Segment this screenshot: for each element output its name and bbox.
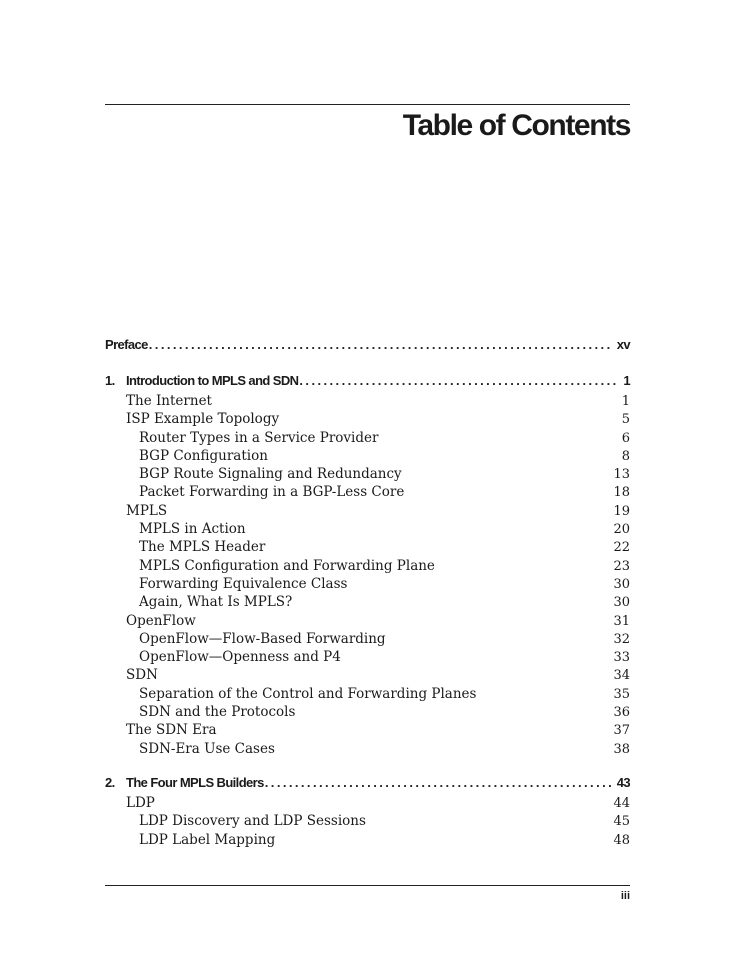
toc-page-number: 22 [613, 540, 630, 556]
chapter-title: Introduction to MPLS and SDN [126, 373, 299, 388]
toc-page-number: 33 [613, 650, 630, 666]
toc-page-number: 13 [613, 467, 630, 483]
toc-entry[interactable] [105, 612, 630, 630]
toc-entry-label: Preface [105, 337, 148, 352]
toc-subentry[interactable] [105, 429, 630, 447]
dot-leader [149, 334, 613, 356]
toc-page-number: 18 [613, 485, 630, 501]
toc-entry-label: OpenFlow—Openness and P4 [139, 649, 341, 666]
toc-subentry[interactable] [105, 520, 630, 538]
toc-entry-label: BGP Route Signaling and Redundancy [139, 466, 402, 483]
toc-subentry[interactable] [105, 465, 630, 483]
toc-entry-label: Again, What Is MPLS? [139, 594, 293, 611]
bottom-rule [105, 885, 630, 886]
toc-page-number: 23 [613, 558, 630, 574]
toc-subentry[interactable] [105, 740, 630, 758]
toc-subentry[interactable] [105, 593, 630, 611]
toc-page-number: 31 [613, 613, 630, 629]
toc-entry-label: OpenFlow—Flow-Based Forwarding [139, 630, 386, 647]
toc-subentry[interactable] [105, 575, 630, 593]
toc-page-number: 48 [613, 832, 630, 848]
toc-entry-label: Separation of the Control and Forwarding Planes [139, 685, 477, 702]
toc-subentry[interactable] [105, 538, 630, 556]
toc-entry-label: The MPLS Header [139, 539, 266, 556]
toc-page-number: 19 [613, 503, 630, 519]
toc-entry-label: SDN [126, 667, 158, 684]
toc-entry-label: The Internet [126, 393, 212, 409]
toc-page-number: 36 [613, 705, 630, 721]
toc-chapter-1[interactable] [105, 370, 630, 392]
toc-page-number: 45 [613, 814, 630, 830]
toc-subentry[interactable] [105, 685, 630, 703]
toc-subentry[interactable] [105, 447, 630, 465]
toc-entry-label: MPLS Configuration and Forwarding Plane [139, 557, 435, 574]
toc-page-number: 34 [613, 668, 630, 684]
toc-entry-label: OpenFlow [126, 612, 196, 629]
toc-page-number: 32 [613, 631, 630, 647]
toc-entry[interactable] [105, 502, 630, 520]
toc-entry-label: MPLS [126, 502, 168, 519]
page-title: Table of Contents [402, 109, 630, 142]
dot-leader [299, 370, 619, 392]
toc-page-number: xv [616, 337, 630, 352]
toc-entry[interactable] [105, 721, 630, 739]
toc-entry-label: LDP Label Mapping [139, 831, 276, 848]
toc-entry[interactable] [105, 410, 630, 428]
toc-entry[interactable] [105, 666, 630, 684]
toc-page-number: 43 [616, 774, 630, 790]
chapter-title: The Four MPLS Builders [126, 774, 264, 790]
toc-entry-label: The SDN Era [126, 722, 217, 739]
toc-page-number: 20 [613, 522, 630, 538]
toc-entry-label: MPLS in Action [139, 521, 246, 538]
toc-page-number: 5 [621, 412, 630, 428]
toc-entry-label: SDN-Era Use Cases [139, 740, 275, 757]
toc-subentry[interactable] [105, 557, 630, 575]
toc-page-number: 30 [613, 595, 630, 611]
toc-entry[interactable] [105, 392, 630, 410]
toc-subentry[interactable] [105, 648, 630, 666]
toc-entry-label: SDN and the Protocols [139, 704, 296, 721]
toc-subentry[interactable] [105, 483, 630, 501]
page-folio: iii [620, 890, 630, 902]
toc-entry-label: LDP Discovery and LDP Sessions [139, 813, 366, 830]
toc-page-number: 1 [621, 394, 630, 409]
toc-subentry[interactable] [105, 831, 630, 849]
toc-page-number: 6 [621, 430, 630, 446]
toc-chapter-2[interactable] [105, 772, 630, 794]
toc-subentry[interactable] [105, 630, 630, 648]
toc-page-number: 8 [621, 448, 630, 464]
toc-page-number: 30 [613, 576, 630, 592]
toc-entry-label: ISP Example Topology [126, 411, 280, 428]
toc-entry-label: Router Types in a Service Provider [139, 429, 379, 446]
toc-entry-label: Packet Forwarding in a BGP-Less Core [139, 484, 405, 501]
toc-page-number: 38 [613, 741, 630, 757]
toc-entry-label: Forwarding Equivalence Class [139, 575, 348, 592]
dot-leader [265, 772, 613, 794]
toc-page-number: 1 [623, 373, 630, 388]
toc-entry-label: LDP [126, 794, 155, 811]
toc-entry[interactable] [105, 794, 630, 812]
toc-entry-label: BGP Configuration [139, 447, 268, 464]
chapter-number: 2. [105, 774, 115, 790]
chapter-number: 1. [105, 373, 115, 388]
toc-subentry[interactable] [105, 812, 630, 830]
toc-page-number: 44 [613, 795, 630, 811]
toc-page-number: 35 [613, 686, 630, 702]
toc-subentry[interactable] [105, 703, 630, 721]
toc-entry-preface[interactable] [105, 334, 630, 356]
table-of-contents [105, 334, 630, 849]
toc-page-number: 37 [613, 723, 630, 739]
